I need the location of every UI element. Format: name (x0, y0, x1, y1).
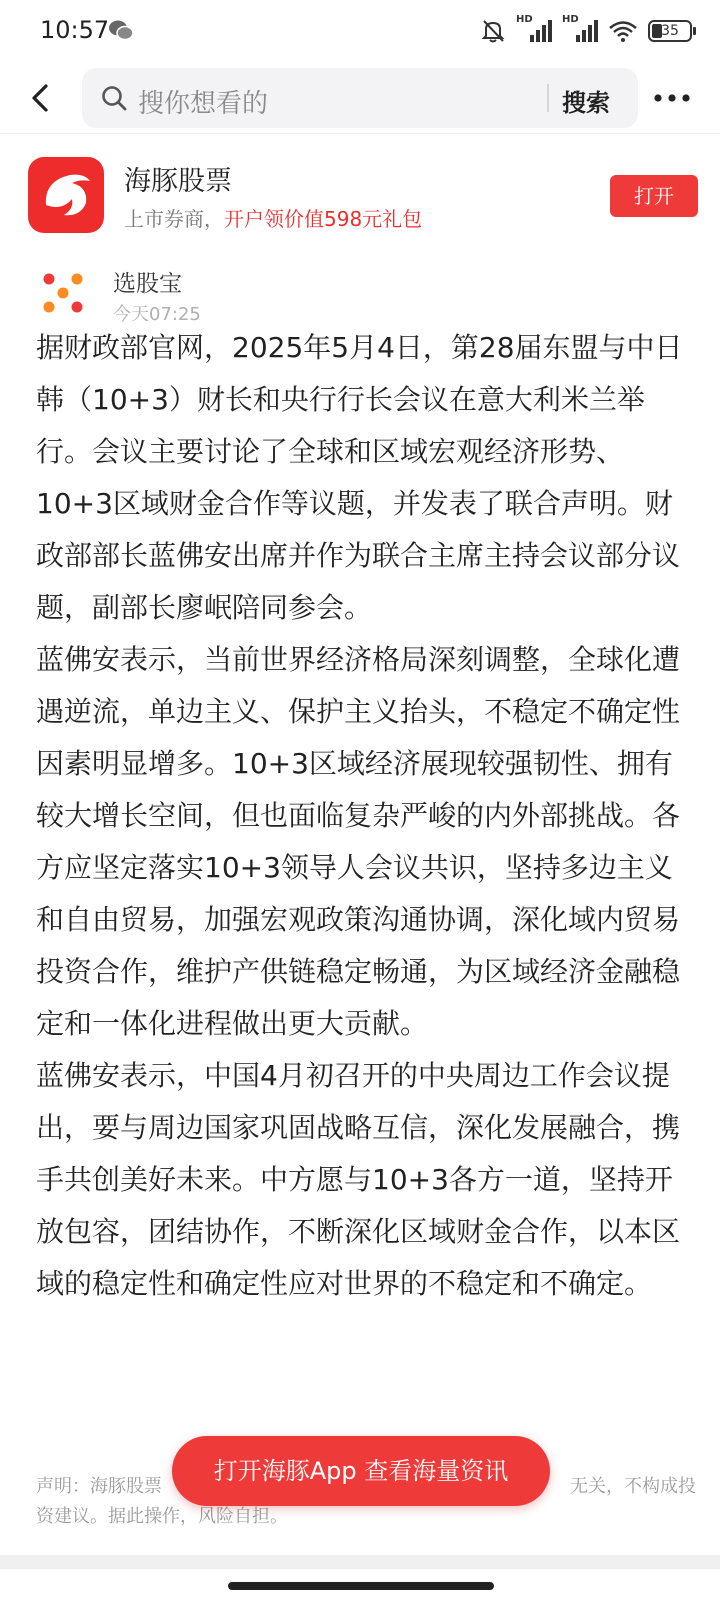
status-icons (480, 14, 692, 44)
wechat-icon (108, 18, 134, 42)
more-icon[interactable] (650, 84, 694, 112)
network-label: HD (516, 14, 533, 25)
search-icon (100, 84, 128, 112)
bottom-divider (0, 1555, 720, 1569)
app-subtitle-prefix: 上市券商， (124, 207, 224, 231)
battery-icon (648, 20, 692, 42)
app-name: 海豚股票 (124, 166, 232, 197)
dolphin-app-icon (28, 157, 104, 233)
open-app-button[interactable]: 打开 (610, 175, 698, 217)
signal-icon (562, 14, 598, 44)
disclaimer-right: 无关，不构成投 (570, 1476, 696, 1497)
search-input[interactable] (82, 68, 638, 128)
home-indicator[interactable] (228, 1582, 494, 1590)
search-button[interactable]: 搜索 (562, 89, 610, 117)
search-placeholder: 搜你想看的 (138, 89, 269, 119)
status-bar (0, 0, 720, 64)
open-app-floating-button[interactable]: 打开海豚App 查看海量资讯 (172, 1436, 550, 1506)
author-name[interactable]: 选股宝 (113, 271, 182, 297)
author-logo (40, 270, 86, 316)
disclaimer-left: 声明：海豚股票 (36, 1476, 162, 1497)
back-icon[interactable] (24, 80, 60, 116)
header (0, 64, 720, 134)
article-paragraph: 据财政部官网，2025年5月4日，第28届东盟与中日韩（10+3）财长和央行行长会议在意大利米兰举行。会议主要讨论了全球和区域宏观经济形势、10+3区域财金合作等议题，并发表了联合声明。财政部部长蓝佛安出席并作为联合主席主持会议部分议题，副部长廖岷陪同参会。 (36, 331, 683, 624)
search-divider (547, 84, 549, 112)
article-body (36, 322, 696, 1310)
app-subtitle-promo: 开户领价值598元礼包 (224, 207, 423, 231)
article-paragraph: 蓝佛安表示，当前世界经济格局深刻调整，全球化遭遇逆流，单边主义、保护主义抬头，不稳定不确定性因素明显增多。10+3区域经济展现较强韧性、拥有较大增长空间，但也面临复杂严峻的内外部挑战。各方应坚定落实10+3领导人会议共识，坚持多边主义和自由贸易，加强宏观政策沟通协调，深化域内贸易投资合作，维护产供链稳定畅通，为区域经济金融稳定和一体化进程做出更大贡献。 (36, 643, 681, 1040)
network-label: HD (562, 14, 579, 25)
status-time: 10:57 (40, 16, 110, 44)
article-paragraph: 蓝佛安表示，中国4月初召开的中央周边工作会议提出，要与周边国家巩固战略互信，深化发展融合，携手共创美好未来。中方愿与10+3各方一道，坚持开放包容，团结协作，不断深化区域财金合作，以本区域的稳定性和确定性应对世界的不稳定和不确定。 (36, 1059, 681, 1300)
mute-icon (480, 18, 506, 44)
disclaimer-line-2: 资建议。据此操作，风险自担。 (36, 1506, 288, 1527)
app-subtitle (124, 203, 422, 232)
signal-icon (516, 14, 552, 44)
battery-level: 35 (661, 23, 679, 39)
wifi-icon (608, 19, 638, 43)
app-banner[interactable] (0, 135, 720, 245)
publish-time: 今天07:25 (113, 304, 201, 325)
